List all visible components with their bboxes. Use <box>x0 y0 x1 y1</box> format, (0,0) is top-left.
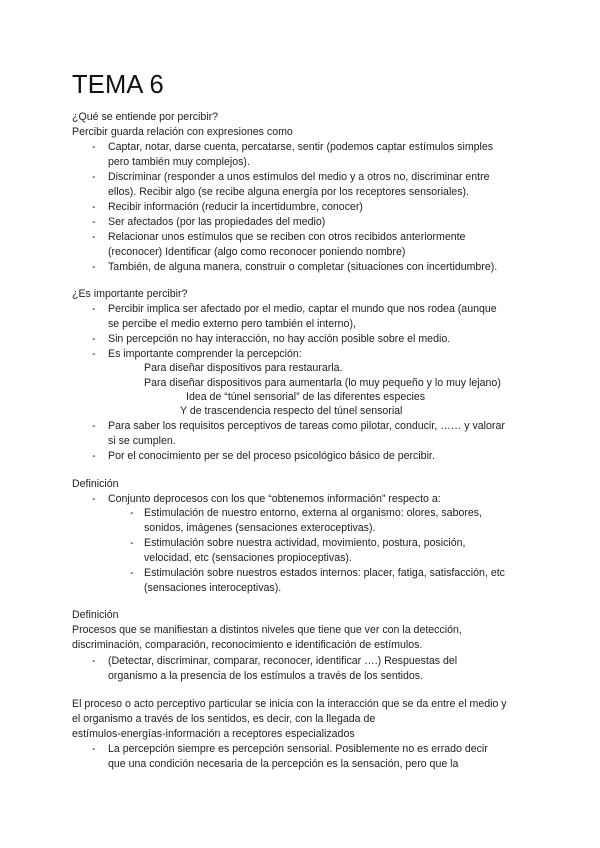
list-item: La percepción siempre es percepción sensorial. Posiblemente no es errado decir <box>108 743 488 755</box>
list-item: Por el conocimiento per se del proceso psicológico básico de percibir. <box>108 450 435 462</box>
sub-line: Para diseñar dispositivos para restaurarla. <box>144 362 343 374</box>
sub-line: Y de trascendencia respecto del túnel sensorial <box>180 405 403 417</box>
bullet-dash: - <box>92 348 96 360</box>
list-item-cont: pero también muy complejos). <box>108 156 250 168</box>
bullet-dash: - <box>92 216 96 228</box>
list-item-cont: (reconocer) Identificar (algo como reconocer poniendo nombre) <box>108 246 406 258</box>
bullet-dash: - <box>92 450 96 462</box>
list-item: Es importante comprender la percepción: <box>108 348 302 360</box>
sub-item: Estimulación sobre nuestra actividad, movimiento, postura, posición, <box>144 537 466 549</box>
list-item: Discriminar (responder a unos estímulos del medio y a otros no, discriminar entre <box>108 171 490 183</box>
bullet-dash: - <box>92 231 96 243</box>
list-item-cont: se percibe el medio externo pero también el interno), <box>108 318 356 330</box>
list-item: Relacionar unos estímulos que se reciben con otros recibidos anteriormente <box>108 231 466 243</box>
list-item: Recibir información (reducir la incertidumbre, conocer) <box>108 201 363 213</box>
paragraph-line: El proceso o acto perceptivo particular se inicia con la interacción que se da entre el medio y <box>72 698 507 710</box>
sub-item: Estimulación de nuestro entorno, externa al organismo: olores, sabores, <box>144 507 483 519</box>
list-item: Sin percepción no hay interacción, no hay acción posible sobre el medio. <box>108 333 451 345</box>
sub-item-cont: (sensaciones interoceptivas). <box>144 582 282 594</box>
list-item: Para saber los requisitos perceptivos de tareas como pilotar, conducir, …… y valorar <box>108 420 505 432</box>
paragraph-line: Procesos que se manifiestan a distintos niveles que tiene que ver con la detección, <box>72 624 462 636</box>
bullet-dash: - <box>92 743 96 755</box>
list-item: Conjunto deprocesos con los que “obtenemos información” respecto a: <box>108 493 441 505</box>
bullet-dash: - <box>92 171 96 183</box>
section-heading: Definición <box>72 609 119 621</box>
page-title: TEMA 6 <box>72 71 164 99</box>
list-item-cont: ellos). Recibir algo (se recibe alguna energía por los receptores sensoriales). <box>108 186 469 198</box>
list-item: Ser afectados (por las propiedades del medio) <box>108 216 326 228</box>
bullet-dash: - <box>130 537 134 549</box>
bullet-dash: - <box>92 201 96 213</box>
bullet-dash: - <box>92 303 96 315</box>
bullet-dash: - <box>130 507 134 519</box>
section-question: ¿Es importante percibir? <box>72 288 188 300</box>
bullet-dash: - <box>92 261 96 273</box>
list-item-cont: que una condición necesaria de la percepción es la sensación, pero que la <box>108 758 459 770</box>
sub-item: Estimulación sobre nuestros estados internos: placer, fatiga, satisfacción, etc <box>144 567 505 579</box>
sub-line: Para diseñar dispositivos para aumentarla (lo muy pequeño y lo muy lejano) <box>144 377 501 389</box>
list-item-cont: si se cumplen. <box>108 435 176 447</box>
sub-item-cont: velocidad, etc (sensaciones propioceptivas). <box>144 552 352 564</box>
paragraph-line: discriminación, comparación, reconocimiento e identificación de estímulos. <box>72 639 423 651</box>
paragraph-line: el organismo a través de los sentidos, es decir, con la llegada de <box>72 713 376 725</box>
bullet-dash: - <box>92 493 96 505</box>
list-item: Captar, notar, darse cuenta, percatarse, sentir (podemos captar estímulos simples <box>108 141 494 153</box>
section-heading: Definición <box>72 478 119 490</box>
bullet-dash: - <box>92 655 96 667</box>
list-item: También, de alguna manera, construir o completar (situaciones con incertidumbre). <box>108 261 498 273</box>
paragraph-line: estímulos-energías-información a receptores especializados <box>72 728 355 740</box>
list-item-cont: organismo a la presencia de los estímulos a través de los sentidos. <box>108 670 424 682</box>
section-intro: Percibir guarda relación con expresiones como <box>72 126 293 138</box>
list-item: (Detectar, discriminar, comparar, reconocer, identificar ….) Respuestas del <box>108 655 458 667</box>
sub-line: Idea de “túnel sensorial” de las diferentes especies <box>186 391 426 403</box>
bullet-dash: - <box>92 333 96 345</box>
list-item: Percibir implica ser afectado por el medio, captar el mundo que nos rodea (aunque <box>108 303 497 315</box>
bullet-dash: - <box>92 420 96 432</box>
bullet-dash: - <box>92 141 96 153</box>
sub-item-cont: sonidos, imágenes (sensaciones exteroceptivas). <box>144 522 376 534</box>
bullet-dash: - <box>130 567 134 579</box>
section-question: ¿Qué se entiende por percibir? <box>72 111 219 123</box>
